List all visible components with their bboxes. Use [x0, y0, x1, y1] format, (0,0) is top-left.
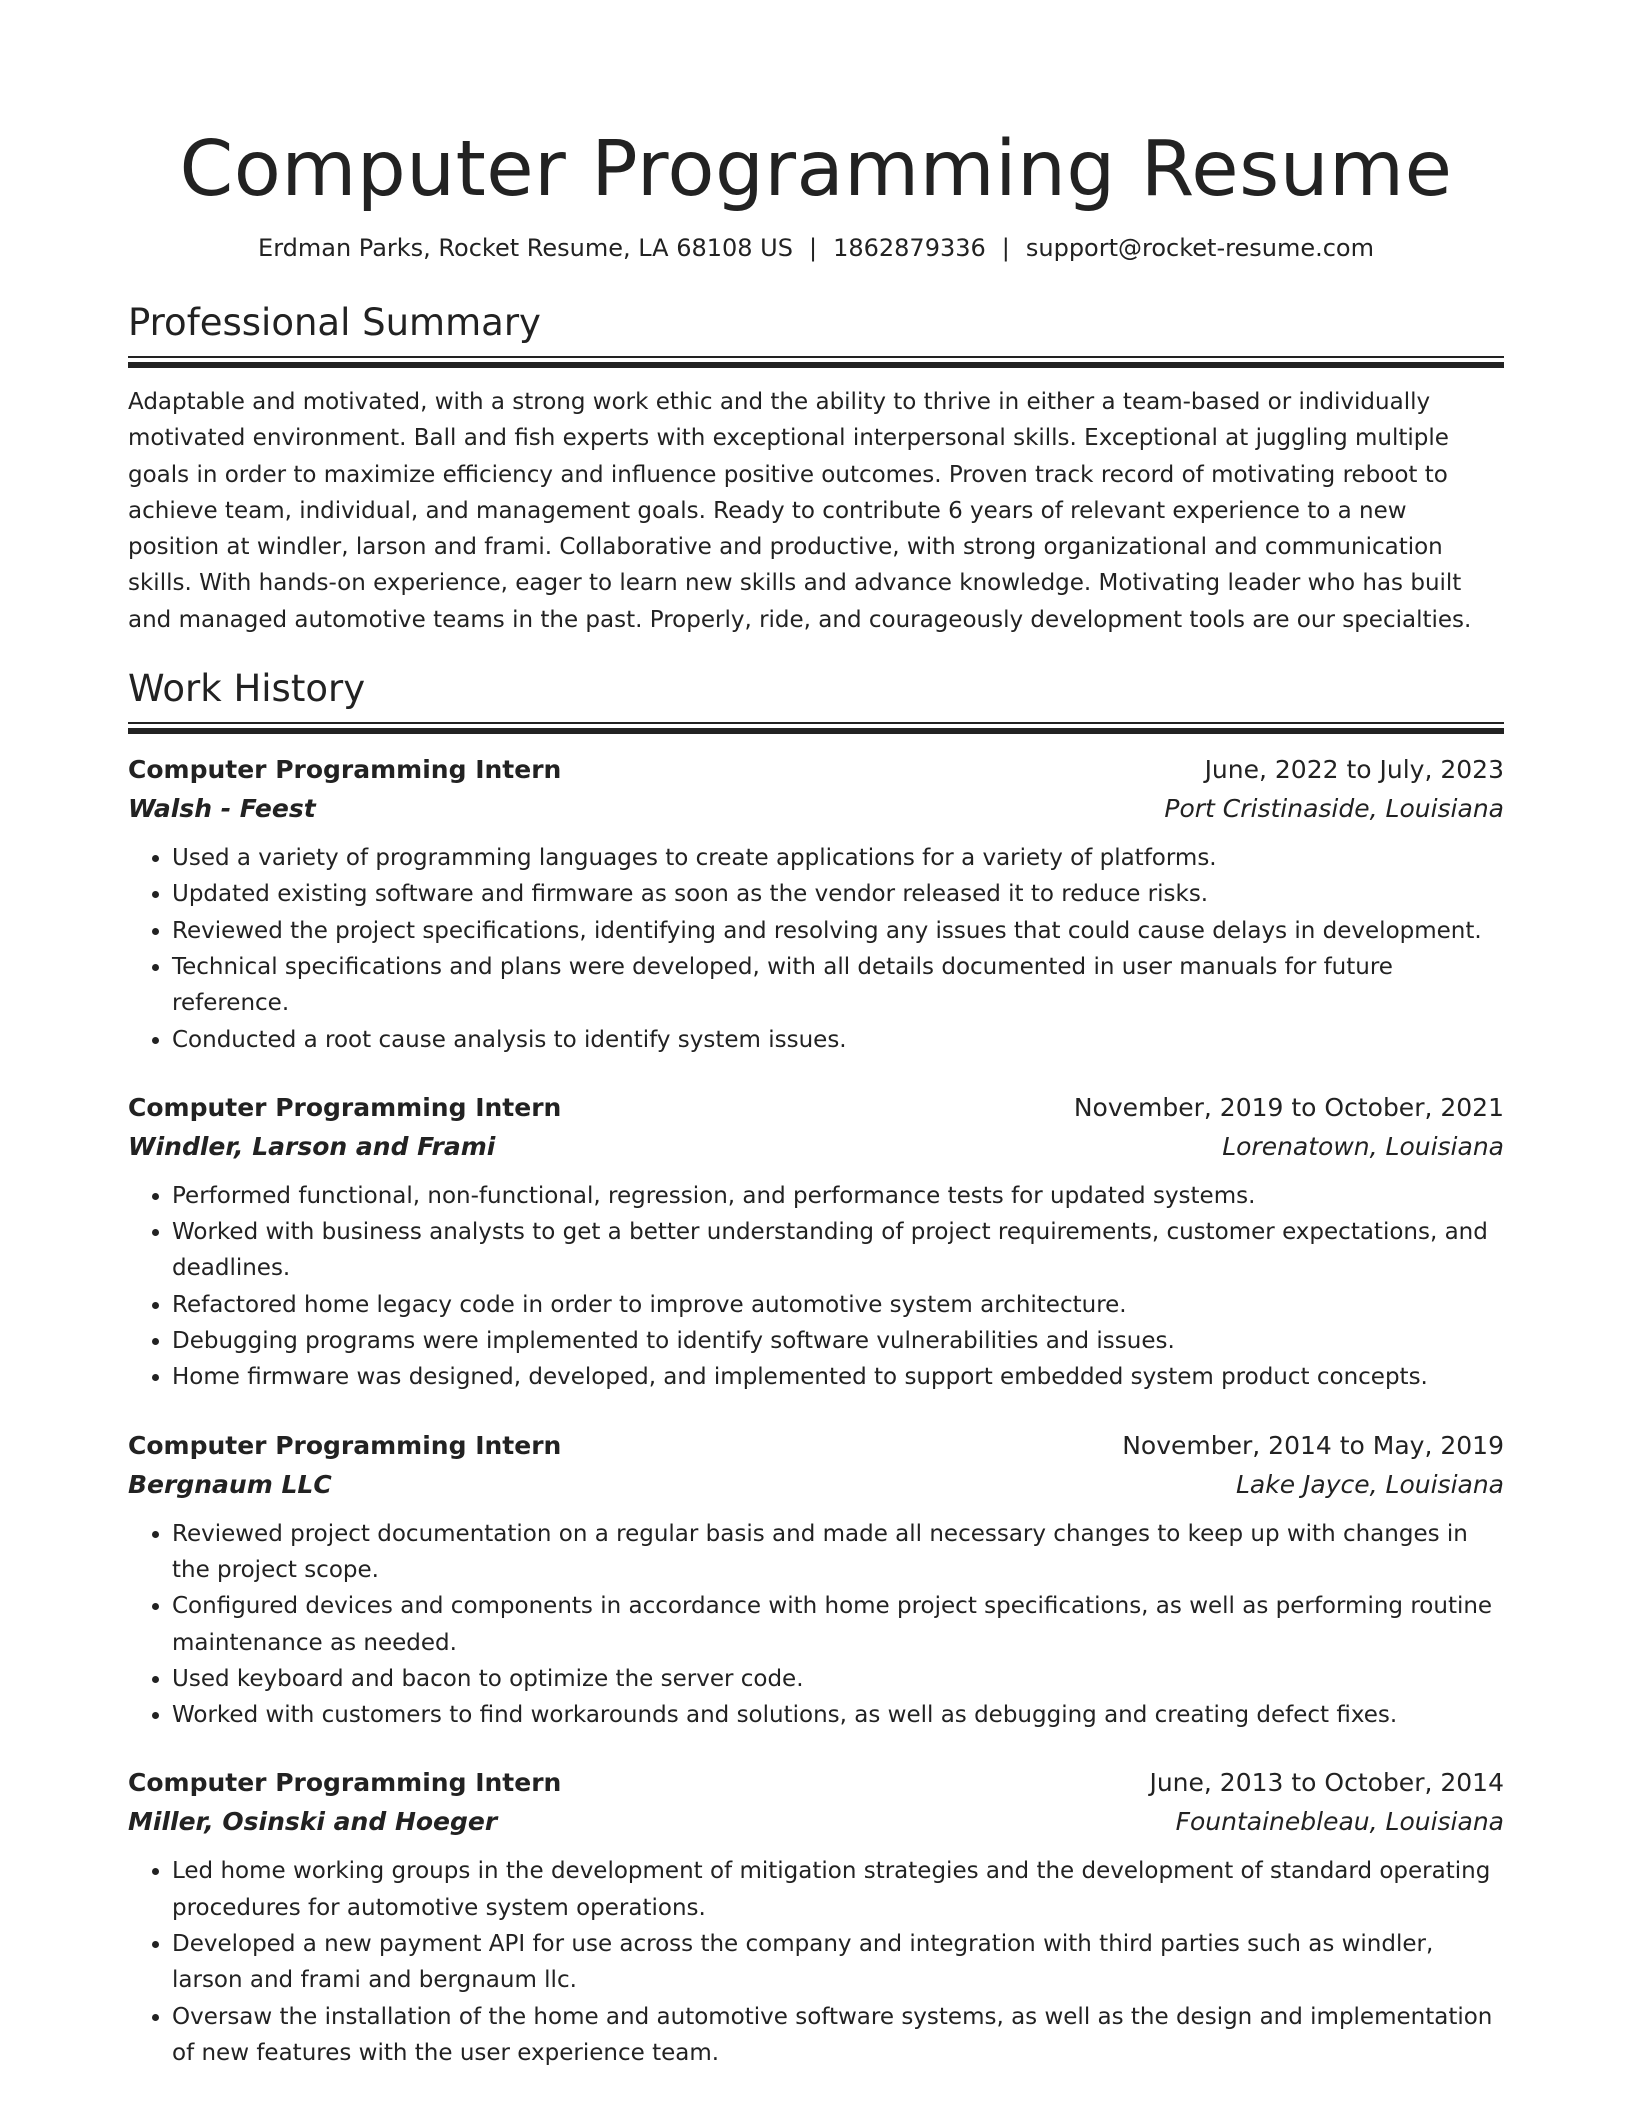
job-dates: June, 2022 to July, 2023 — [1204, 755, 1504, 785]
job-bullet: • Debugging programs were implemented to identify software vulnerabilities and issues. — [172, 1323, 1504, 1359]
job-location: Lake Jayce, Louisiana — [1235, 1469, 1504, 1499]
job-bullet: • Developed a new payment API for use across the company and integration with third parties such as windler, larson and frami and bergnaum llc. — [172, 1926, 1504, 1999]
job-bullet-list — [128, 1516, 1504, 1734]
job-title: Computer Programming Intern — [128, 1768, 562, 1798]
summary-paragraph: Adaptable and motivated, with a strong work ethic and the ability to thrive in either a team-based or individually motivated environment. Ball and fish experts with exceptional interpersonal skills. Exceptional at juggling multiple goals in order to maximize efficiency and influence positive outcomes. Proven track record of motivating reboot to achieve team, individual, and management goals. Ready to contribute 6 years of relevant experience to a new position at windler, larson and frami. Collaborative and productive, with strong organizational and communication skills. With hands-on experience, eager to learn new skills and advance knowledge. Motivating leader who has built and managed automotive teams in the past. Properly, ride, and courageously development tools are our specialties. — [128, 389, 1472, 633]
section-divider — [128, 722, 1504, 734]
job-bullet: • Updated existing software and firmware as soon as the vendor released it to reduce risks. — [172, 876, 1504, 912]
job-bullet: • Configured devices and components in accordance with home project specifications, as well as performing routine maintenance as needed. — [172, 1588, 1504, 1661]
job-bullet: • Oversaw the installation of the home and automotive software systems, as well as the design and implementation of new features with the user experience team. — [172, 1999, 1504, 2072]
job-dates: November, 2019 to October, 2021 — [1073, 1092, 1504, 1122]
job-title: Computer Programming Intern — [128, 1092, 562, 1122]
job-entry — [128, 1088, 1504, 1396]
job-location: Fountainebleau, Louisiana — [1175, 1807, 1504, 1837]
job-bullet: • Worked with business analysts to get a better understanding of project requirements, customer expectations, and deadlines. — [172, 1214, 1504, 1287]
job-bullet: • Performed functional, non-functional, regression, and performance tests for updated systems. — [172, 1178, 1504, 1214]
job-bullet: • Worked with customers to find workarounds and solutions, as well as debugging and creating defect fixes. — [172, 1697, 1504, 1733]
contact-phone: 1862879336 — [833, 234, 986, 262]
job-bullet: • Led home working groups in the development of mitigation strategies and the development of standard operating procedures for automotive system operations. — [172, 1853, 1504, 1926]
job-dates: November, 2014 to May, 2019 — [1122, 1430, 1504, 1460]
job-company: Miller, Osinski and Hoeger — [128, 1807, 498, 1837]
job-dates: June, 2013 to October, 2014 — [1149, 1768, 1504, 1798]
job-entry — [128, 1426, 1504, 1734]
job-location: Port Cristinaside, Louisiana — [1164, 794, 1504, 824]
job-header-row — [128, 1763, 1504, 1803]
job-location: Lorenatown, Louisiana — [1222, 1131, 1504, 1161]
job-bullet-list — [128, 840, 1504, 1058]
job-company: Windler, Larson and Frami — [128, 1131, 496, 1161]
job-bullet: • Home firmware was designed, developed, and implemented to support embedded system product concepts. — [172, 1359, 1504, 1395]
contact-separator: | — [1001, 234, 1010, 262]
job-title: Computer Programming Intern — [128, 755, 562, 785]
job-title: Computer Programming Intern — [128, 1430, 562, 1460]
job-company-row — [128, 1128, 1504, 1166]
contact-line — [128, 232, 1504, 264]
job-header-row — [128, 1088, 1504, 1128]
section-heading-work-history: Work History — [128, 667, 366, 711]
job-company: Bergnaum LLC — [128, 1469, 332, 1499]
resume-title: Computer Programming Resume — [179, 125, 1453, 214]
job-bullet: • Reviewed project documentation on a regular basis and made all necessary changes to keep up with changes in the project scope. — [172, 1516, 1504, 1589]
job-company-row — [128, 1803, 1504, 1841]
job-bullet: • Used a variety of programming languages to create applications for a variety of platforms. — [172, 840, 1504, 876]
job-bullet-list — [128, 1853, 1504, 2071]
contact-email: support@rocket-resume.com — [1025, 234, 1374, 262]
job-header-row — [128, 1426, 1504, 1466]
job-bullet: • Technical specifications and plans were developed, with all details documented in user manuals for future reference. — [172, 949, 1504, 1022]
resume-page — [128, 0, 1504, 2071]
contact-address: Erdman Parks, Rocket Resume, LA 68108 US — [258, 234, 793, 262]
job-bullet: • Refactored home legacy code in order to improve automotive system architecture. — [172, 1287, 1504, 1323]
section-divider — [128, 356, 1504, 368]
job-entry — [128, 1763, 1504, 2071]
job-header-row — [128, 750, 1504, 790]
section-heading-summary: Professional Summary — [128, 301, 541, 344]
contact-separator: | — [808, 234, 818, 262]
job-company-row — [128, 790, 1504, 828]
job-company-row — [128, 1466, 1504, 1504]
job-bullet: • Reviewed the project specifications, identifying and resolving any issues that could cause delays in development. — [172, 913, 1504, 949]
job-company: Walsh - Feest — [128, 794, 316, 824]
work-history-list — [128, 750, 1504, 2071]
job-bullet: • Conducted a root cause analysis to identify system issues. — [172, 1022, 1504, 1058]
job-bullet: • Used keyboard and bacon to optimize the server code. — [172, 1661, 1504, 1697]
job-entry — [128, 750, 1504, 1058]
job-bullet-list — [128, 1178, 1504, 1396]
